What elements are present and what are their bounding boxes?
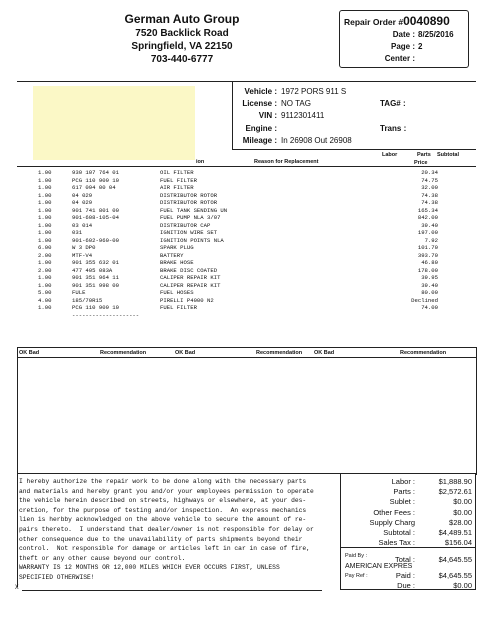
repair-order-number: 0040890 <box>403 14 450 28</box>
part-description: DISTRIBUTOR ROTOR <box>160 199 218 206</box>
part-row <box>38 222 468 230</box>
vin-label: VIN : <box>258 111 277 120</box>
rule-recommendation-header <box>17 357 476 358</box>
part-description: AIR FILTER <box>160 184 194 191</box>
company-city: Springfield, VA 22150 <box>131 41 233 52</box>
part-number: 901 351 964 11 <box>72 274 119 281</box>
part-qty: 1.00 <box>38 221 52 229</box>
part-price: 32.00 <box>421 184 438 191</box>
part-description: SPARK PLUG <box>160 244 194 251</box>
authorization-line: SPECIFIED OTHERWISE! <box>19 573 95 581</box>
part-price: 178.00 <box>417 266 438 274</box>
vehicle-value: 1972 PORS 911 S <box>281 87 347 96</box>
part-row <box>38 169 468 177</box>
signature-mark: X <box>15 584 19 591</box>
part-price: 74.00 <box>421 304 438 311</box>
part-number: 477 405 083A <box>72 266 113 274</box>
total-line-value: $2,572.61 <box>438 487 472 497</box>
rec-ok-bad-2: OK Bad <box>175 350 196 356</box>
payment-method: AMERICAN EXPRES <box>345 563 413 570</box>
part-price: 39.40 <box>421 281 438 289</box>
rec-ok-bad-3: OK Bad <box>314 350 335 356</box>
company-street: 7520 Backlick Road <box>135 28 229 39</box>
mileage-value: In 26908 Out 26908 <box>281 136 352 145</box>
part-description: IGNITION POINTS NLA <box>160 236 224 244</box>
part-qty: 2.00 <box>38 251 52 259</box>
part-description: DISTRIBUTOR ROTOR <box>160 191 218 199</box>
part-row <box>38 267 468 275</box>
part-number: PCG 110 909 10 <box>72 176 119 184</box>
part-price: 74.38 <box>421 199 438 206</box>
authorization-line: other consequence due to the unavailability of parts shipments beyond their <box>19 535 303 543</box>
authorization-line: control. Not responsible for damage or articles left in car in case of fire, <box>19 545 310 553</box>
pay-ref-label: Pay Ref : <box>345 573 368 579</box>
part-price: 393.70 <box>417 251 438 259</box>
rule-header-bottom <box>17 166 476 167</box>
part-price: 101.70 <box>417 244 438 251</box>
part-description: BATTERY <box>160 251 184 259</box>
part-description: IGNITION WIRE SET <box>160 229 218 236</box>
due-label: Due : <box>397 581 415 590</box>
total-value: $4,645.55 <box>438 555 472 564</box>
part-number: 04 029 <box>72 199 93 206</box>
total-line-value: $0.00 <box>453 497 472 507</box>
part-number: 901-608-105-04 <box>72 214 119 221</box>
part-row <box>38 289 468 297</box>
part-row <box>38 229 468 237</box>
part-number: 04 029 <box>72 191 93 199</box>
part-qty: 1.00 <box>38 304 52 311</box>
part-row <box>38 282 468 290</box>
page-value: 2 <box>418 42 423 51</box>
col-reason-header: Reason for Replacement <box>254 159 319 165</box>
rule-recommendation-top <box>17 347 476 348</box>
part-price: Declined <box>411 296 438 304</box>
part-row <box>38 199 468 207</box>
part-number: 901 355 632 01 <box>72 259 119 266</box>
part-number: W 3 DP0 <box>72 244 96 251</box>
part-price: 74.75 <box>421 176 438 184</box>
total-line-value: $1,888.90 <box>438 477 472 486</box>
total-line-value: $28.00 <box>449 517 472 527</box>
col-labor-header: Labor <box>382 152 398 158</box>
tag-label: TAG# : <box>380 99 406 108</box>
authorization-text <box>19 477 314 583</box>
vin-value: 9112301411 <box>281 111 325 120</box>
due-value: $0.00 <box>453 581 472 590</box>
company-phone: 703-440-6777 <box>150 54 214 65</box>
part-description: FUEL HOSES <box>160 289 194 296</box>
part-description: DISTRIBUTOR CAP <box>160 221 211 229</box>
paid-by-label: Paid By : <box>345 553 368 559</box>
part-row <box>38 304 468 312</box>
part-row <box>38 237 468 245</box>
part-price: 80.00 <box>421 289 438 296</box>
part-description: CALIPER REPAIR KIT <box>160 274 221 281</box>
part-description: FUEL TANK SENDING UN <box>160 206 228 214</box>
part-description: BRAKE DISC COATED <box>160 266 218 274</box>
license-value: NO TAG <box>281 99 311 108</box>
rec-label-3: Recommendation <box>400 350 447 356</box>
part-row <box>38 252 468 260</box>
authorization-line: and materials and hereby grant you and/or your employees permission to operate <box>19 487 314 495</box>
total-line-label: Supply Charg <box>369 517 415 527</box>
part-number: 185/70R15 <box>72 296 103 304</box>
parts-list <box>38 169 468 319</box>
part-row <box>38 259 468 267</box>
part-row <box>38 244 468 252</box>
rule-top <box>17 81 476 82</box>
authorization-line: WARRANTY IS 12 MONTHS OR 12,000 MILES WHICH EVER OCCURS FIRST, UNLESS <box>19 564 280 572</box>
bottom-right-border <box>476 347 477 475</box>
part-qty: 1.00 <box>38 191 52 199</box>
center-label: Center : <box>384 54 415 63</box>
col-subtotal-header: Subtotal <box>437 152 459 158</box>
mileage-label: Mileage : <box>242 136 277 145</box>
part-qty: 1.00 <box>38 206 52 214</box>
part-price: 39.95 <box>421 274 438 281</box>
part-description: OIL FILTER <box>160 169 194 176</box>
rec-label-1: Recommendation <box>100 350 147 356</box>
part-price: 197.00 <box>417 229 438 236</box>
total-line-label: Sales Tax : <box>378 538 415 548</box>
part-price: 46.80 <box>421 259 438 266</box>
part-qty: 1.00 <box>38 259 52 266</box>
part-price: 165.34 <box>417 206 438 214</box>
vehicle-label: Vehicle : <box>244 87 277 96</box>
part-qty: 1.00 <box>38 199 52 206</box>
engine-label: Engine : <box>245 124 277 133</box>
part-price: 842.00 <box>417 214 438 221</box>
total-line-value: $4,489.51 <box>438 528 472 537</box>
parts-separator: -------------------- <box>72 311 140 319</box>
total-line-label: Other Fees : <box>373 507 415 517</box>
part-qty: 2.00 <box>38 266 52 274</box>
part-number: MTF-V4 <box>72 251 93 259</box>
col-description-header: ion <box>196 159 205 165</box>
part-number: FULE <box>72 289 86 296</box>
part-row <box>38 177 468 185</box>
rec-ok-bad-1: OK Bad <box>19 350 40 356</box>
part-qty: 1.00 <box>38 184 52 191</box>
part-price: 7.92 <box>424 236 438 244</box>
part-description: PIRELLI P4000 N2 <box>160 296 214 304</box>
part-description: FUEL FILTER <box>160 176 197 184</box>
part-row <box>38 184 468 192</box>
vehicle-divider <box>232 81 233 149</box>
part-description: FUEL PUMP NLA 3/07 <box>160 214 221 221</box>
part-number: 901 741 801 00 <box>72 206 119 214</box>
signature-line <box>22 590 322 591</box>
repair-order-label <box>344 14 450 28</box>
trans-label: Trans : <box>380 124 407 133</box>
total-line-label: Parts : <box>393 487 415 497</box>
part-number: 03 014 <box>72 221 93 229</box>
repair-order-label-text: Repair Order # <box>344 17 404 27</box>
part-number: 901 351 998 00 <box>72 281 119 289</box>
page-label: Page : <box>390 42 415 51</box>
part-qty: 1.00 <box>38 236 52 244</box>
part-qty: 1.00 <box>38 229 52 236</box>
part-qty: 4.00 <box>38 296 52 304</box>
bottom-left-border <box>17 347 18 587</box>
part-qty: 1.00 <box>38 176 52 184</box>
rec-label-2: Recommendation <box>256 350 303 356</box>
part-qty: 5.00 <box>38 289 52 296</box>
total-line-value: $156.04 <box>444 538 472 548</box>
authorization-line: pairs thereto. I understand that dealer/owner is not responsible for delay or <box>19 525 314 533</box>
part-price: 20.34 <box>421 169 438 176</box>
part-row <box>38 274 468 282</box>
license-label: License : <box>242 99 277 108</box>
part-description: FUEL FILTER <box>160 304 197 311</box>
part-number: 930 107 764 01 <box>72 169 119 176</box>
date-value: 8/25/2016 <box>418 30 454 39</box>
part-qty: 1.00 <box>38 169 52 176</box>
total-line-value: $0.00 <box>453 507 472 517</box>
part-description: CALIPER REPAIR KIT <box>160 281 221 289</box>
customer-info-redacted <box>33 86 195 160</box>
total-line-label: Sublet : <box>389 497 415 507</box>
authorization-line: lien is herbby acknowledged on the above vehicle to secure the amount of re- <box>19 516 307 524</box>
part-description: BRAKE HOSE <box>160 259 194 266</box>
part-row <box>38 207 468 215</box>
company-name: German Auto Group <box>124 12 240 26</box>
col-parts-header: Parts <box>417 152 431 158</box>
part-row <box>38 297 468 305</box>
total-label: Total : <box>394 555 415 564</box>
authorization-line: the vehicle herein described on streets, highways or elsewhere, at your des- <box>19 497 307 505</box>
part-qty: 1.00 <box>38 214 52 221</box>
authorization-line: I hereby authorize the repair work to be done along with the necessary parts <box>19 478 307 485</box>
rule-vehicle-bottom <box>232 149 476 150</box>
total-line-label: Subtotal : <box>383 528 415 537</box>
part-number: PCG 110 909 10 <box>72 304 119 311</box>
part-number: 031 <box>72 229 83 236</box>
part-price: 74.38 <box>421 191 438 199</box>
part-qty: 6.00 <box>38 244 52 251</box>
date-label: Date : <box>392 30 415 39</box>
paid-value: $4,645.55 <box>438 571 472 580</box>
part-number: 617 094 00 04 <box>72 184 116 191</box>
part-qty: 1.00 <box>38 274 52 281</box>
authorization-line: theft or any other cause beyond our control. <box>19 554 186 562</box>
part-number: 901-602-960-00 <box>72 236 119 244</box>
authorization-line: cretion, for the purpose of testing and/or inspection. An express mechanics <box>19 506 307 514</box>
part-row <box>38 214 468 222</box>
paid-label: Paid : <box>395 571 415 580</box>
part-row <box>38 192 468 200</box>
col-price-header: Price <box>414 160 428 166</box>
part-qty: 1.00 <box>38 281 52 289</box>
total-line-label: Labor : <box>391 477 415 486</box>
part-price: 39.40 <box>421 221 438 229</box>
